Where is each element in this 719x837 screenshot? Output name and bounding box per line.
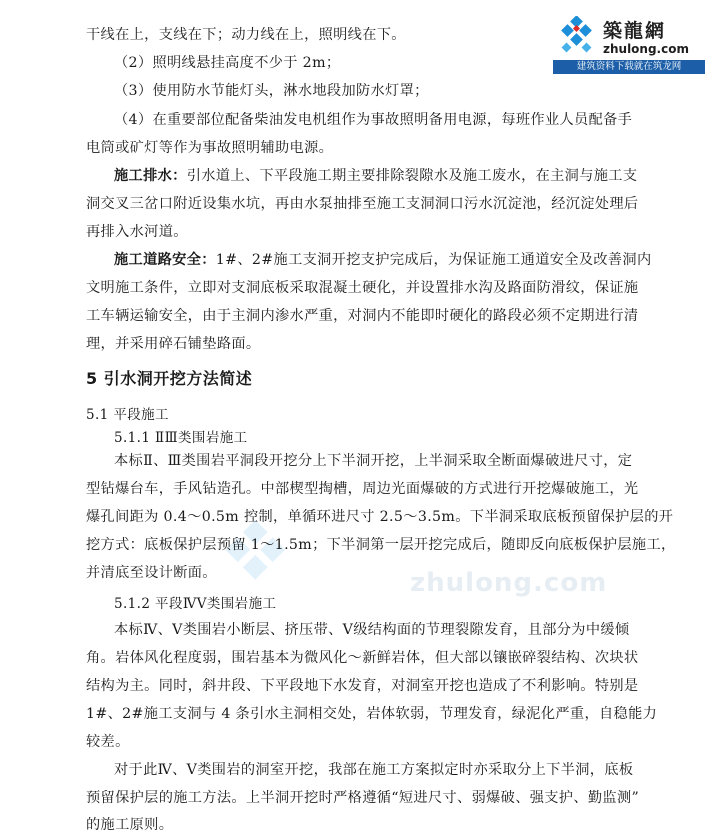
text-line: 较差。 [86, 734, 130, 750]
paragraph-road-safety [114, 250, 652, 270]
text-line: 本标Ⅳ、Ⅴ类围岩小断层、挤压带、Ⅴ级结构面的节理裂隙发育，且部分为中缓倾 [114, 622, 630, 638]
text-line: 工车辆运输安全，由于主洞内渗水严重，对洞内不能即时硬化的路段必须不定期进行清 [86, 308, 639, 324]
text-line: 再排入水河道。 [86, 224, 188, 240]
watermark-text: zhulong.com [410, 568, 608, 598]
subsection-heading-5-1-1: 5.1.1 ⅡⅢ类围岩施工 [114, 430, 248, 446]
text-line: 型钻爆台车，手风钻造孔。中部楔型掏槽，周边光面爆破的方式进行开挖爆破施工，光 [86, 481, 639, 497]
label-road-safety: 施工道路安全： [114, 252, 216, 268]
text-line: 本标Ⅱ、Ⅲ类围岩平洞段开挖分上下半洞开挖，上半洞采取全断面爆破进尺寸，定 [114, 453, 633, 469]
logo-title: 築龍網 [603, 20, 667, 42]
text-line: 并清底至设计断面。 [86, 565, 217, 581]
zhulong-logo[interactable] [553, 12, 705, 74]
text-line: 文明施工条件，立即对支洞底板采取混凝土硬化，并设置排水沟及路面防滑纹，保证施 [86, 280, 639, 296]
text-line: 电筒或矿灯等作为事故照明辅助电源。 [86, 140, 334, 156]
text-line: （4）在重要部位配备柴油发电机组作为事故照明备用电源，每班作业人员配备手 [114, 112, 633, 128]
text-line: 干线在上，支线在下；动力线在上，照明线在下。 [86, 27, 406, 43]
text-line: 爆孔间距为 0.4～0.5m 控制，单循环进尺寸 2.5～3.5m。下半洞采取底板预留保护层的开 [86, 509, 674, 525]
text-span: 1#、2#施工支洞开挖支护完成后，为保证施工通道安全及改善洞内 [215, 252, 652, 268]
text-span: 引水道上、下平段施工期主要排除裂隙水及施工废水，在主洞与施工支 [186, 168, 638, 184]
label-drainage: 施工排水： [114, 168, 187, 184]
subsection-heading-5-1: 5.1 平段施工 [86, 407, 169, 423]
text-line: 角。岩体风化程度弱，围岩基本为微风化～新鲜岩体，但大部以镶嵌碎裂结构、次块状 [86, 650, 639, 666]
logo-url: zhulong.com [603, 42, 689, 56]
subsection-heading-5-1-2: 5.1.2 平段ⅣⅤ类围岩施工 [114, 596, 277, 612]
section-heading-5: 5 引水洞开挖方法简述 [86, 369, 253, 388]
paragraph-drainage [114, 166, 637, 186]
text-line: 对于此Ⅳ、Ⅴ类围岩的洞室开挖，我部在施工方案拟定时亦采取分上下半洞，底板 [114, 762, 634, 778]
text-line: 1#、2#施工支洞与 4 条引水主洞相交处，岩体软弱，节理发育，绿泥化严重，自稳能力 [86, 706, 658, 722]
text-line: 洞交叉三岔口附近设集水坑，再由水泵抽排至施工支洞洞口污水沉淀池，经沉淀处理后 [86, 196, 639, 212]
text-line: （2）照明线悬挂高度不少于 2m； [114, 55, 341, 71]
text-line: （3）使用防水节能灯头，淋水地段加防水灯罩； [114, 83, 429, 99]
text-line: 预留保护层的施工方法。上半洞开挖时严格遵循“短进尺寸、弱爆破、强支护、勤监测” [86, 790, 640, 806]
text-line: 挖方式：底板保护层预留 1～1.5m；下半洞第一层开挖完成后，随即反向底板保护层施工， [86, 537, 676, 553]
text-line: 理，并采用碎石铺垫路面。 [86, 336, 261, 352]
watermark-logo-icon [222, 520, 292, 590]
text-line: 的施工原则。 [86, 817, 174, 833]
zhulong-logo-icon [557, 16, 597, 56]
text-line: 结构为主。同时，斜井段、下平段地下水发育，对洞室开挖也造成了不利影响。特别是 [86, 678, 639, 694]
logo-tagline: 建筑资料下载就在筑龙网 [553, 60, 705, 74]
